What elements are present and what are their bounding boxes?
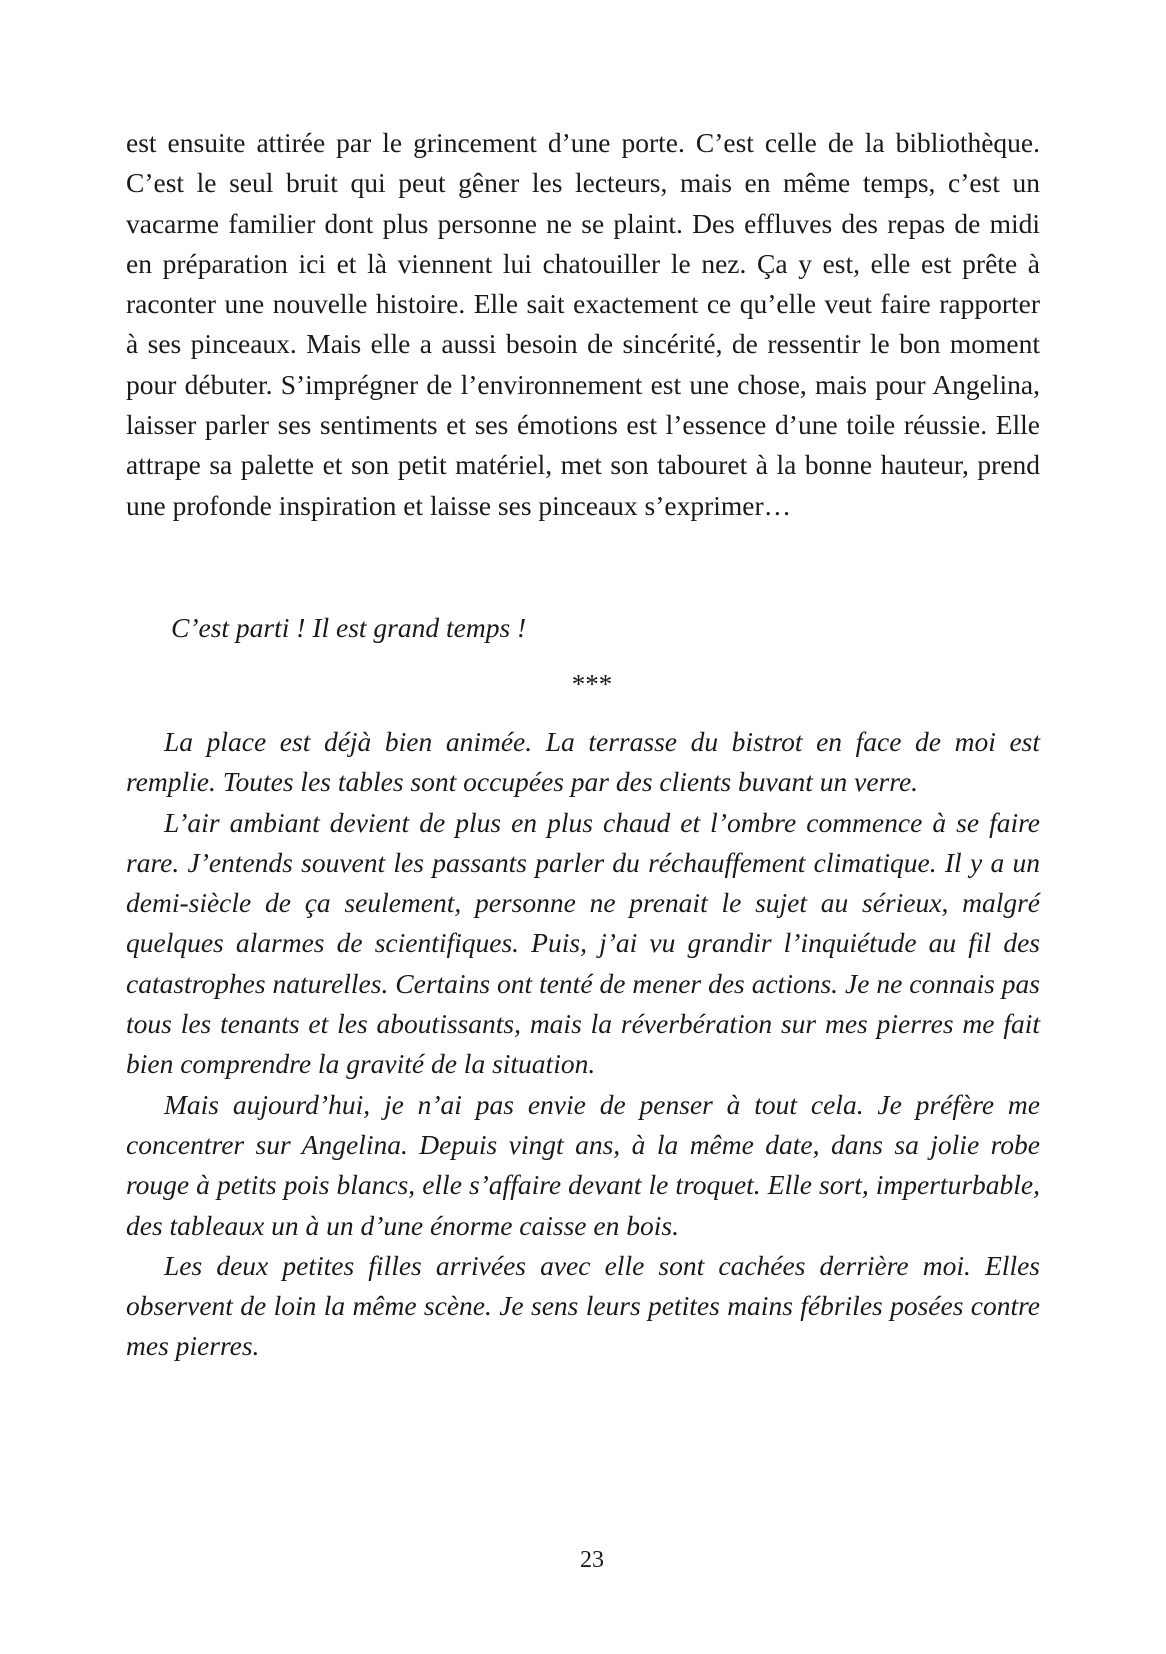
italic-paragraph: L’air ambiant devient de plus en plus chaud et l’ombre commence à se faire rare. J’entends souvent les passants parler du réchauffement climatique. Il y a un demi-siècle de ça seulement, personne ne prenait le sujet au sérieux, malgré quelques alarmes de scientifiques. Puis, j’ai vu grandir l’inquiétude au fil des catastrophes naturelles. Certains ont tenté de mener des actions. Je ne connais pas tous les tenants et les aboutissants, mais la réverbération sur mes pierres me fait bien comprendre la gravité de la situation.	[126, 806, 1040, 1080]
italic-section	[126, 722, 1040, 1367]
tagline: C’est parti ! Il est grand temps !	[171, 612, 527, 643]
italic-paragraph: Les deux petites filles arrivées avec elle sont cachées derrière moi. Elles observent de loin la même scène. Je sens leurs petites mains fébriles posées contre mes pierres.	[126, 1249, 1040, 1362]
italic-paragraph: Mais aujourd’hui, je n’ai pas envie de penser à tout cela. Je préfère me concentrer sur Angelina. Depuis vingt ans, à la même date, dans sa jolie robe rouge à petits pois blancs, elle s’affaire devant le troquet. Elle sort, imperturbable, des tableaux un à un d’une énorme caisse en bois.	[126, 1088, 1040, 1241]
page-number: 23	[580, 1547, 604, 1573]
opening-paragraph: est ensuite attirée par le grincement d’une porte. C’est celle de la bibliothèque. C’est le seul bruit qui peut gêner les lecteurs, mais en même temps, c’est un vacarme familier dont plus personne ne se plaint. Des effluves des repas de midi en préparation ici et là viennent lui chatouiller le nez. Ça y est, elle est prête à raconter une nouvelle histoire. Elle sait exactement ce qu’elle veut faire rapporter à ses pinceaux. Mais elle a aussi besoin de sincérité, de ressentir le bon moment pour débuter. S’imprégner de l’environnement est une chose, mais pour Angelina, laisser parler ses sentiments et ses émotions est l’essence d’une toile réussie. Elle attrape sa palette et son petit matériel, met son tabouret à la bonne hauteur, prend une profonde inspiration et laisse ses pinceaux s’exprimer…	[126, 127, 1040, 521]
section-separator: ***	[571, 669, 613, 699]
italic-paragraph: La place est déjà bien animée. La terrasse du bistrot en face de moi est remplie. Toutes les tables sont occupées par des clients buvant un verre.	[126, 726, 1040, 798]
